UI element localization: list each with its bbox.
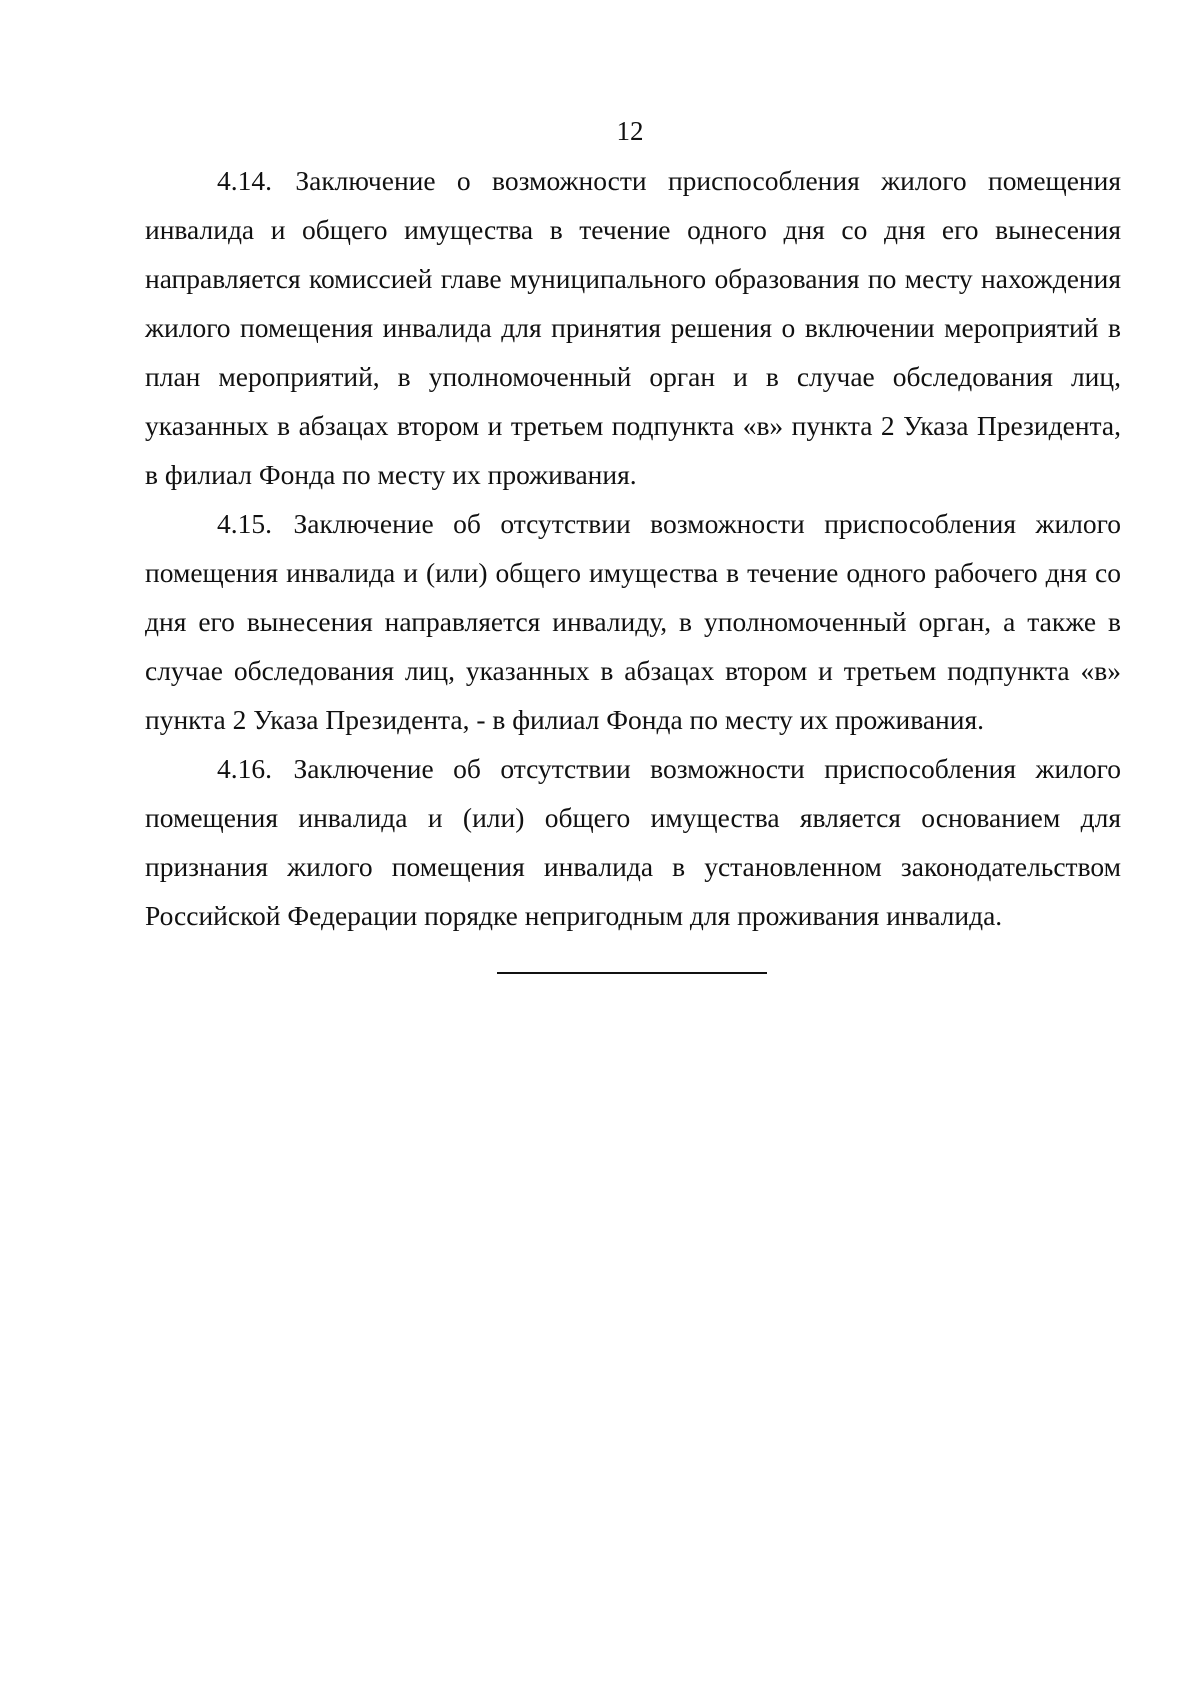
document-body (145, 156, 1121, 940)
paragraph-number: 4.15. (217, 508, 272, 539)
end-of-document-rule (497, 972, 767, 974)
paragraph-text: Заключение об отсутствии возможности приспособления жилого помещения инвалида и (или) общего имущества в течение одного рабочего дня со дня его вынесения направляется инвалиду, в уполномоченный орган, а также в случае обследования лиц, указанных в абзацах втором и третьем подпункта «в» пункта 2 Указа Президента, - в филиал Фонда по месту их проживания. (145, 508, 1122, 735)
paragraph-4-14 (145, 156, 1121, 499)
page-number: 12 (616, 116, 644, 146)
paragraph-number: 4.16. (217, 753, 272, 784)
paragraph-text: Заключение об отсутствии возможности приспособления жилого помещения инвалида и (или) общего имущества является основанием для признания жилого помещения инвалида в установленном законодательством Российской Федерации порядке непригодным для проживания инвалида. (145, 753, 1122, 931)
paragraph-4-16 (145, 744, 1121, 940)
paragraph-number: 4.14. (217, 165, 272, 196)
paragraph-text: Заключение о возможности приспособления жилого помещения инвалида и общего имущества в течение одного дня со дня его вынесения направляется комиссией главе муниципального образования по месту нахождения жилого помещения инвалида для принятия решения о включении мероприятий в план мероприятий, в уполномоченный орган и в случае обследования лиц, указанных в абзацах втором и третьем подпункта «в» пункта 2 Указа Президента, в филиал Фонда по месту их проживания. (145, 165, 1121, 490)
paragraph-4-15 (145, 499, 1121, 744)
